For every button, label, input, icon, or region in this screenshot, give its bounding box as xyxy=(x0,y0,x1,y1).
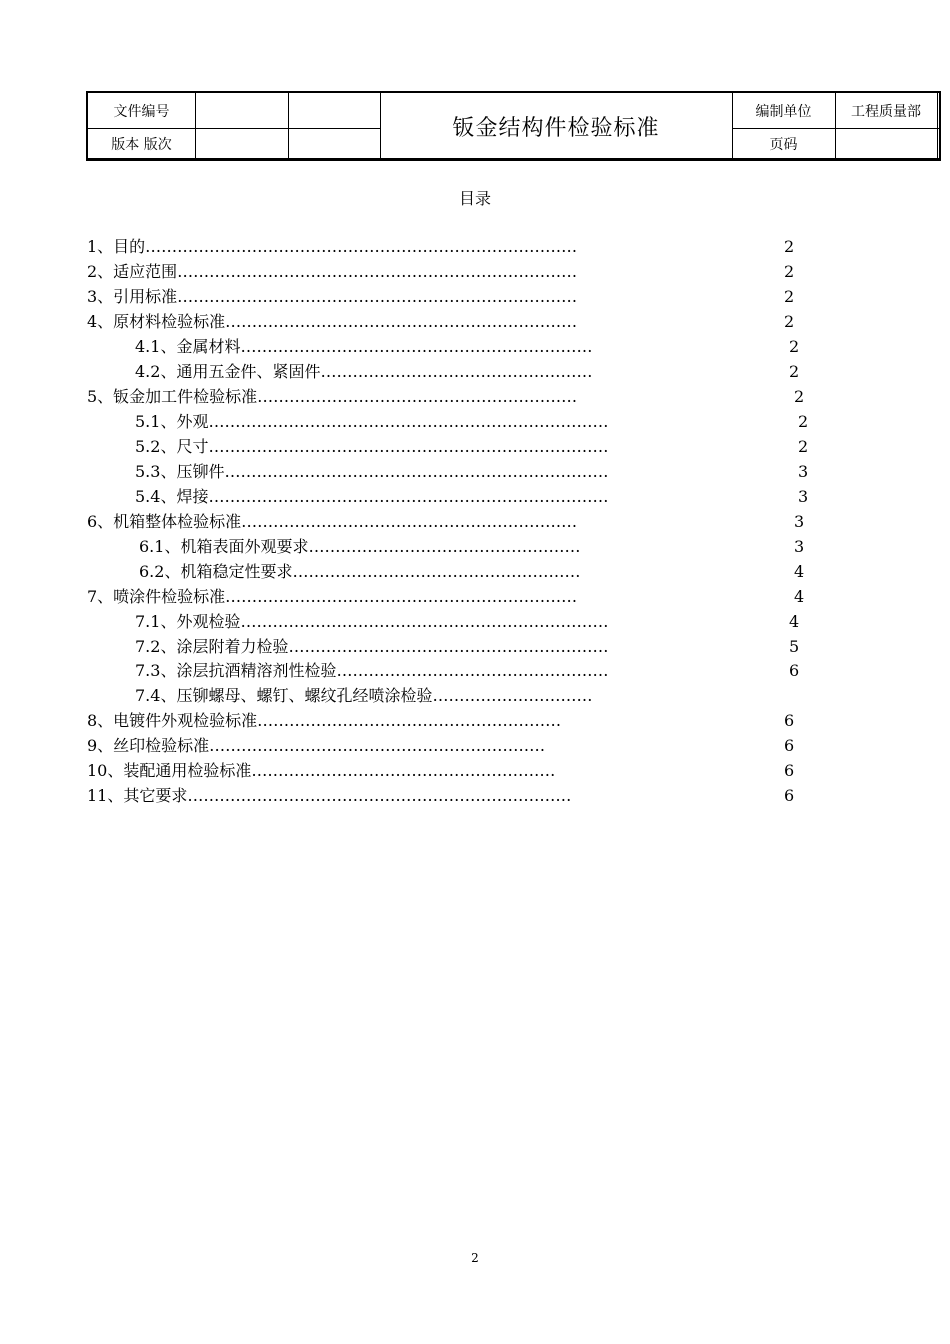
toc-entry: 10、装配通用检验标准………………………………………………… xyxy=(87,761,556,780)
toc-page-number: 6 xyxy=(789,661,800,680)
toc-page-number: 2 xyxy=(798,437,809,456)
toc-page-number: 6 xyxy=(784,736,795,755)
toc-page-number: 4 xyxy=(789,612,800,631)
toc-entry: 5.2、尺寸………………………………………………………………… xyxy=(135,437,609,456)
dept-value: 工程质量部 xyxy=(851,103,921,120)
toc-page-number: 2 xyxy=(784,287,795,306)
toc-entry: 5.3、压铆件……………………………………………………………… xyxy=(135,462,609,481)
page-value xyxy=(835,128,937,159)
toc-entry: 4、原材料检验标准………………………………………………………… xyxy=(87,312,578,331)
toc-page-number: 4 xyxy=(794,562,805,581)
doc-number-value-2 xyxy=(288,93,380,128)
toc-page-number: 3 xyxy=(798,487,809,506)
toc-page-number: 2 xyxy=(784,262,795,281)
version-value xyxy=(195,128,288,159)
toc-page-number: 2 xyxy=(794,387,805,406)
toc-entry: 5.4、焊接………………………………………………………………… xyxy=(135,487,609,506)
toc-entry: 3、引用标准………………………………………………………………… xyxy=(87,287,578,306)
toc-page-number: 2 xyxy=(784,312,795,331)
toc-entry: 8、电镀件外观检验标准………………………………………………… xyxy=(87,711,562,730)
document-title: 钣金结构件检验标准 xyxy=(452,115,660,141)
toc-entry: 4.1、金属材料………………………………………………………… xyxy=(135,337,593,356)
toc-entry: 7、喷涂件检验标准………………………………………………………… xyxy=(87,587,578,606)
toc-entry: 11、其它要求……………………………………………………………… xyxy=(87,786,572,805)
footer-page-number: 2 xyxy=(471,1251,479,1265)
toc-page-number: 6 xyxy=(784,786,795,805)
toc-entry: 6、机箱整体检验标准……………………………………………………… xyxy=(87,512,578,531)
toc-entry: 6.1、机箱表面外观要求…………………………………………… xyxy=(139,537,581,556)
toc-entry: 9、丝印检验标准……………………………………………………… xyxy=(87,736,546,755)
toc-page-number: 5 xyxy=(789,637,800,656)
toc-page-number: 3 xyxy=(798,462,809,481)
toc-entry: 7.1、外观检验…………………………………………………………… xyxy=(135,612,609,631)
dept-label: 编制单位 xyxy=(755,103,812,120)
toc-page-number: 3 xyxy=(794,537,805,556)
toc-entry: 7.3、涂层抗酒精溶剂性检验…………………………………………… xyxy=(135,661,609,680)
toc-page-number: 2 xyxy=(784,237,795,256)
toc-entry: 4.2、通用五金件、紧固件…………………………………………… xyxy=(135,362,593,381)
toc-entry: 7.2、涂层附着力检验…………………………………………………… xyxy=(135,637,609,656)
toc-entry: 7.4、压铆螺母、螺钉、螺纹孔经喷涂检验………………………… xyxy=(135,686,593,705)
toc-entry: 6.2、机箱稳定性要求……………………………………………… xyxy=(139,562,581,581)
toc-heading: 目录 xyxy=(458,189,491,208)
table-divider xyxy=(937,93,938,158)
doc-number-value xyxy=(195,93,288,128)
toc-page-number: 2 xyxy=(789,362,800,381)
toc-page-number: 6 xyxy=(784,761,795,780)
toc-entry: 1、目的……………………………………………………………………… xyxy=(87,237,578,256)
doc-number-label: 文件编号 xyxy=(113,103,170,120)
toc-entry: 5.1、外观………………………………………………………………… xyxy=(135,412,609,431)
toc-entry: 2、适应范围………………………………………………………………… xyxy=(87,262,578,281)
toc-page-number: 2 xyxy=(789,337,800,356)
toc-page-number: 2 xyxy=(798,412,809,431)
version-value-2 xyxy=(288,128,380,159)
toc-page-number: 6 xyxy=(784,711,795,730)
page-label: 页码 xyxy=(769,136,798,153)
header-table xyxy=(86,91,941,161)
toc-page-number: 4 xyxy=(794,587,805,606)
version-label: 版本 版次 xyxy=(111,136,172,153)
toc-page-number: 3 xyxy=(794,512,805,531)
toc-entry: 5、钣金加工件检验标准…………………………………………………… xyxy=(87,387,578,406)
